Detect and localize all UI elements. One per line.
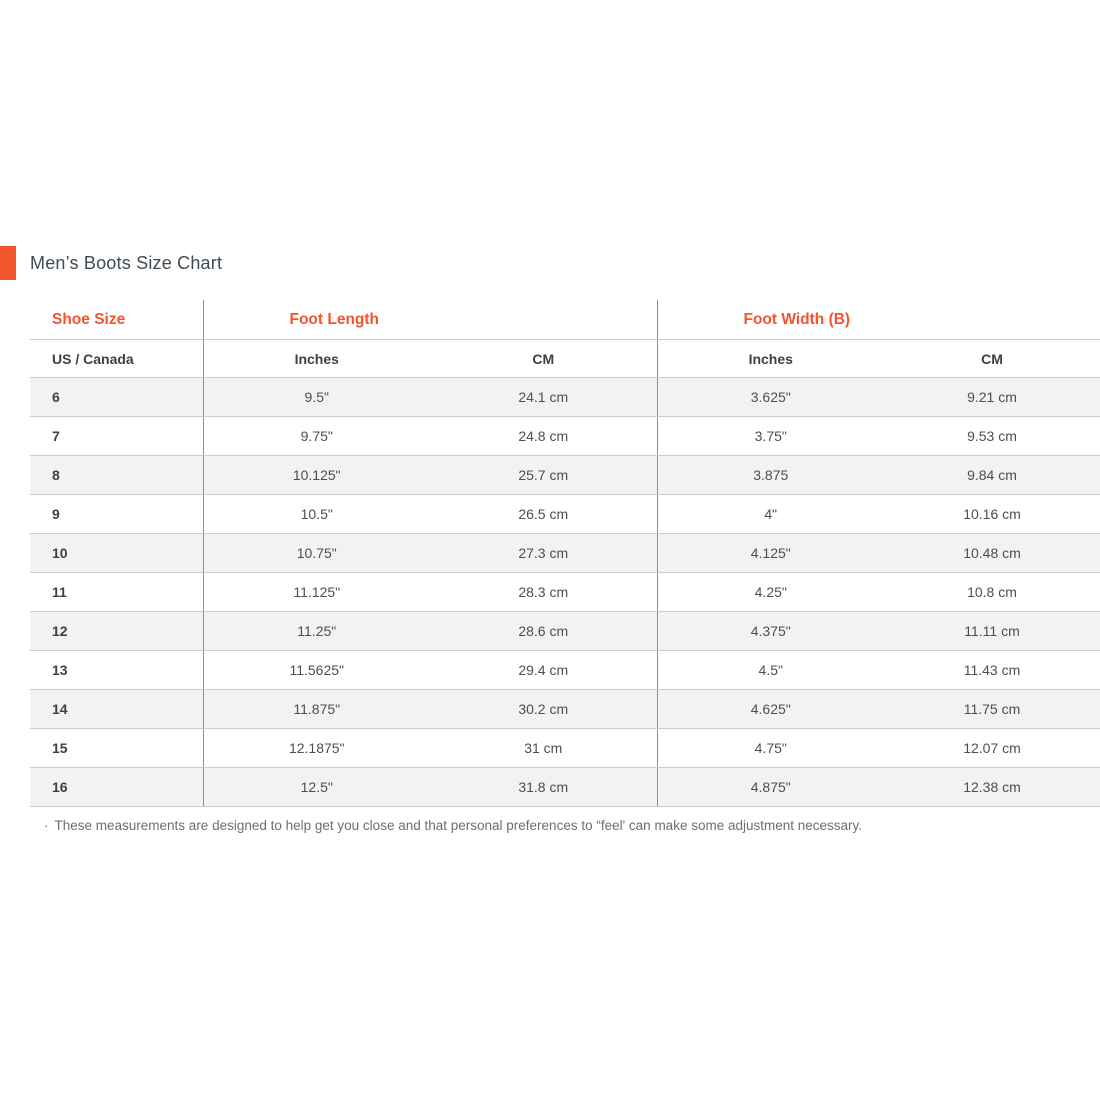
cell-width_cm: 11.75 cm	[884, 690, 1100, 729]
cell-size: 7	[30, 417, 203, 456]
cell-size: 16	[30, 768, 203, 807]
cell-width_in: 4"	[657, 495, 884, 534]
cell-width_in: 3.75"	[657, 417, 884, 456]
cell-length_in: 12.5"	[203, 768, 430, 807]
chart-header	[0, 246, 222, 280]
table-row	[30, 495, 1100, 534]
table-row	[30, 729, 1100, 768]
table-row	[30, 612, 1100, 651]
cell-width_cm: 12.38 cm	[884, 768, 1100, 807]
cell-length_in: 11.125"	[203, 573, 430, 612]
page-title: Men’s Boots Size Chart	[30, 252, 223, 273]
table-row	[30, 573, 1100, 612]
cell-length_cm: 25.7 cm	[430, 456, 657, 495]
col-header-us-canada: US / Canada	[30, 340, 203, 378]
cell-length_cm: 31 cm	[430, 729, 657, 768]
col-header-length-cm: CM	[430, 340, 657, 378]
cell-size: 6	[30, 378, 203, 417]
table-row	[30, 768, 1100, 807]
cell-length_in: 12.1875"	[203, 729, 430, 768]
cell-length_cm: 28.3 cm	[430, 573, 657, 612]
cell-width_cm: 9.21 cm	[884, 378, 1100, 417]
cell-width_in: 4.75"	[657, 729, 884, 768]
cell-length_cm: 28.6 cm	[430, 612, 657, 651]
cell-length_cm: 31.8 cm	[430, 768, 657, 807]
cell-width_cm: 11.43 cm	[884, 651, 1100, 690]
cell-width_cm: 10.16 cm	[884, 495, 1100, 534]
sub-header-row	[30, 340, 1100, 378]
accent-bar	[0, 246, 16, 280]
col-header-width-inches: Inches	[657, 340, 884, 378]
cell-length_cm: 24.8 cm	[430, 417, 657, 456]
col-group-shoe-size: Shoe Size	[30, 300, 203, 340]
cell-length_in: 11.5625"	[203, 651, 430, 690]
col-group-foot-width: Foot Width (B)	[657, 300, 1100, 340]
cell-length_in: 9.75"	[203, 417, 430, 456]
cell-width_cm: 10.48 cm	[884, 534, 1100, 573]
cell-length_cm: 30.2 cm	[430, 690, 657, 729]
cell-size: 11	[30, 573, 203, 612]
cell-size: 10	[30, 534, 203, 573]
col-header-width-cm: CM	[884, 340, 1100, 378]
cell-width_cm: 11.11 cm	[884, 612, 1100, 651]
cell-width_in: 4.125"	[657, 534, 884, 573]
footnote-text: These measurements are designed to help get you close and that personal preferences to “feel' can make some adjustment necessary.	[54, 818, 863, 833]
cell-width_in: 3.625"	[657, 378, 884, 417]
cell-length_in: 11.25"	[203, 612, 430, 651]
size-chart-table	[30, 300, 1100, 807]
table-row	[30, 456, 1100, 495]
cell-length_in: 11.875"	[203, 690, 430, 729]
group-header-row	[30, 300, 1100, 340]
cell-width_in: 4.625"	[657, 690, 884, 729]
table-row	[30, 651, 1100, 690]
cell-width_cm: 10.8 cm	[884, 573, 1100, 612]
cell-length_cm: 29.4 cm	[430, 651, 657, 690]
footnote	[44, 818, 862, 833]
cell-size: 9	[30, 495, 203, 534]
table-row	[30, 690, 1100, 729]
cell-length_cm: 27.3 cm	[430, 534, 657, 573]
size-table-body	[30, 378, 1100, 807]
cell-length_in: 9.5"	[203, 378, 430, 417]
col-group-foot-length: Foot Length	[203, 300, 657, 340]
cell-width_cm: 9.53 cm	[884, 417, 1100, 456]
table-row	[30, 417, 1100, 456]
cell-size: 12	[30, 612, 203, 651]
cell-width_in: 4.5"	[657, 651, 884, 690]
cell-width_in: 4.375"	[657, 612, 884, 651]
table-row	[30, 534, 1100, 573]
cell-width_cm: 12.07 cm	[884, 729, 1100, 768]
footnote-bullet: ·	[44, 818, 49, 833]
cell-length_in: 10.5"	[203, 495, 430, 534]
cell-width_in: 4.25"	[657, 573, 884, 612]
cell-width_cm: 9.84 cm	[884, 456, 1100, 495]
cell-length_cm: 26.5 cm	[430, 495, 657, 534]
cell-width_in: 4.875"	[657, 768, 884, 807]
col-header-length-inches: Inches	[203, 340, 430, 378]
cell-size: 14	[30, 690, 203, 729]
cell-size: 13	[30, 651, 203, 690]
cell-size: 8	[30, 456, 203, 495]
cell-size: 15	[30, 729, 203, 768]
table-head	[30, 300, 1100, 378]
cell-length_in: 10.75"	[203, 534, 430, 573]
cell-width_in: 3.875	[657, 456, 884, 495]
cell-length_in: 10.125"	[203, 456, 430, 495]
table-row	[30, 378, 1100, 417]
cell-length_cm: 24.1 cm	[430, 378, 657, 417]
